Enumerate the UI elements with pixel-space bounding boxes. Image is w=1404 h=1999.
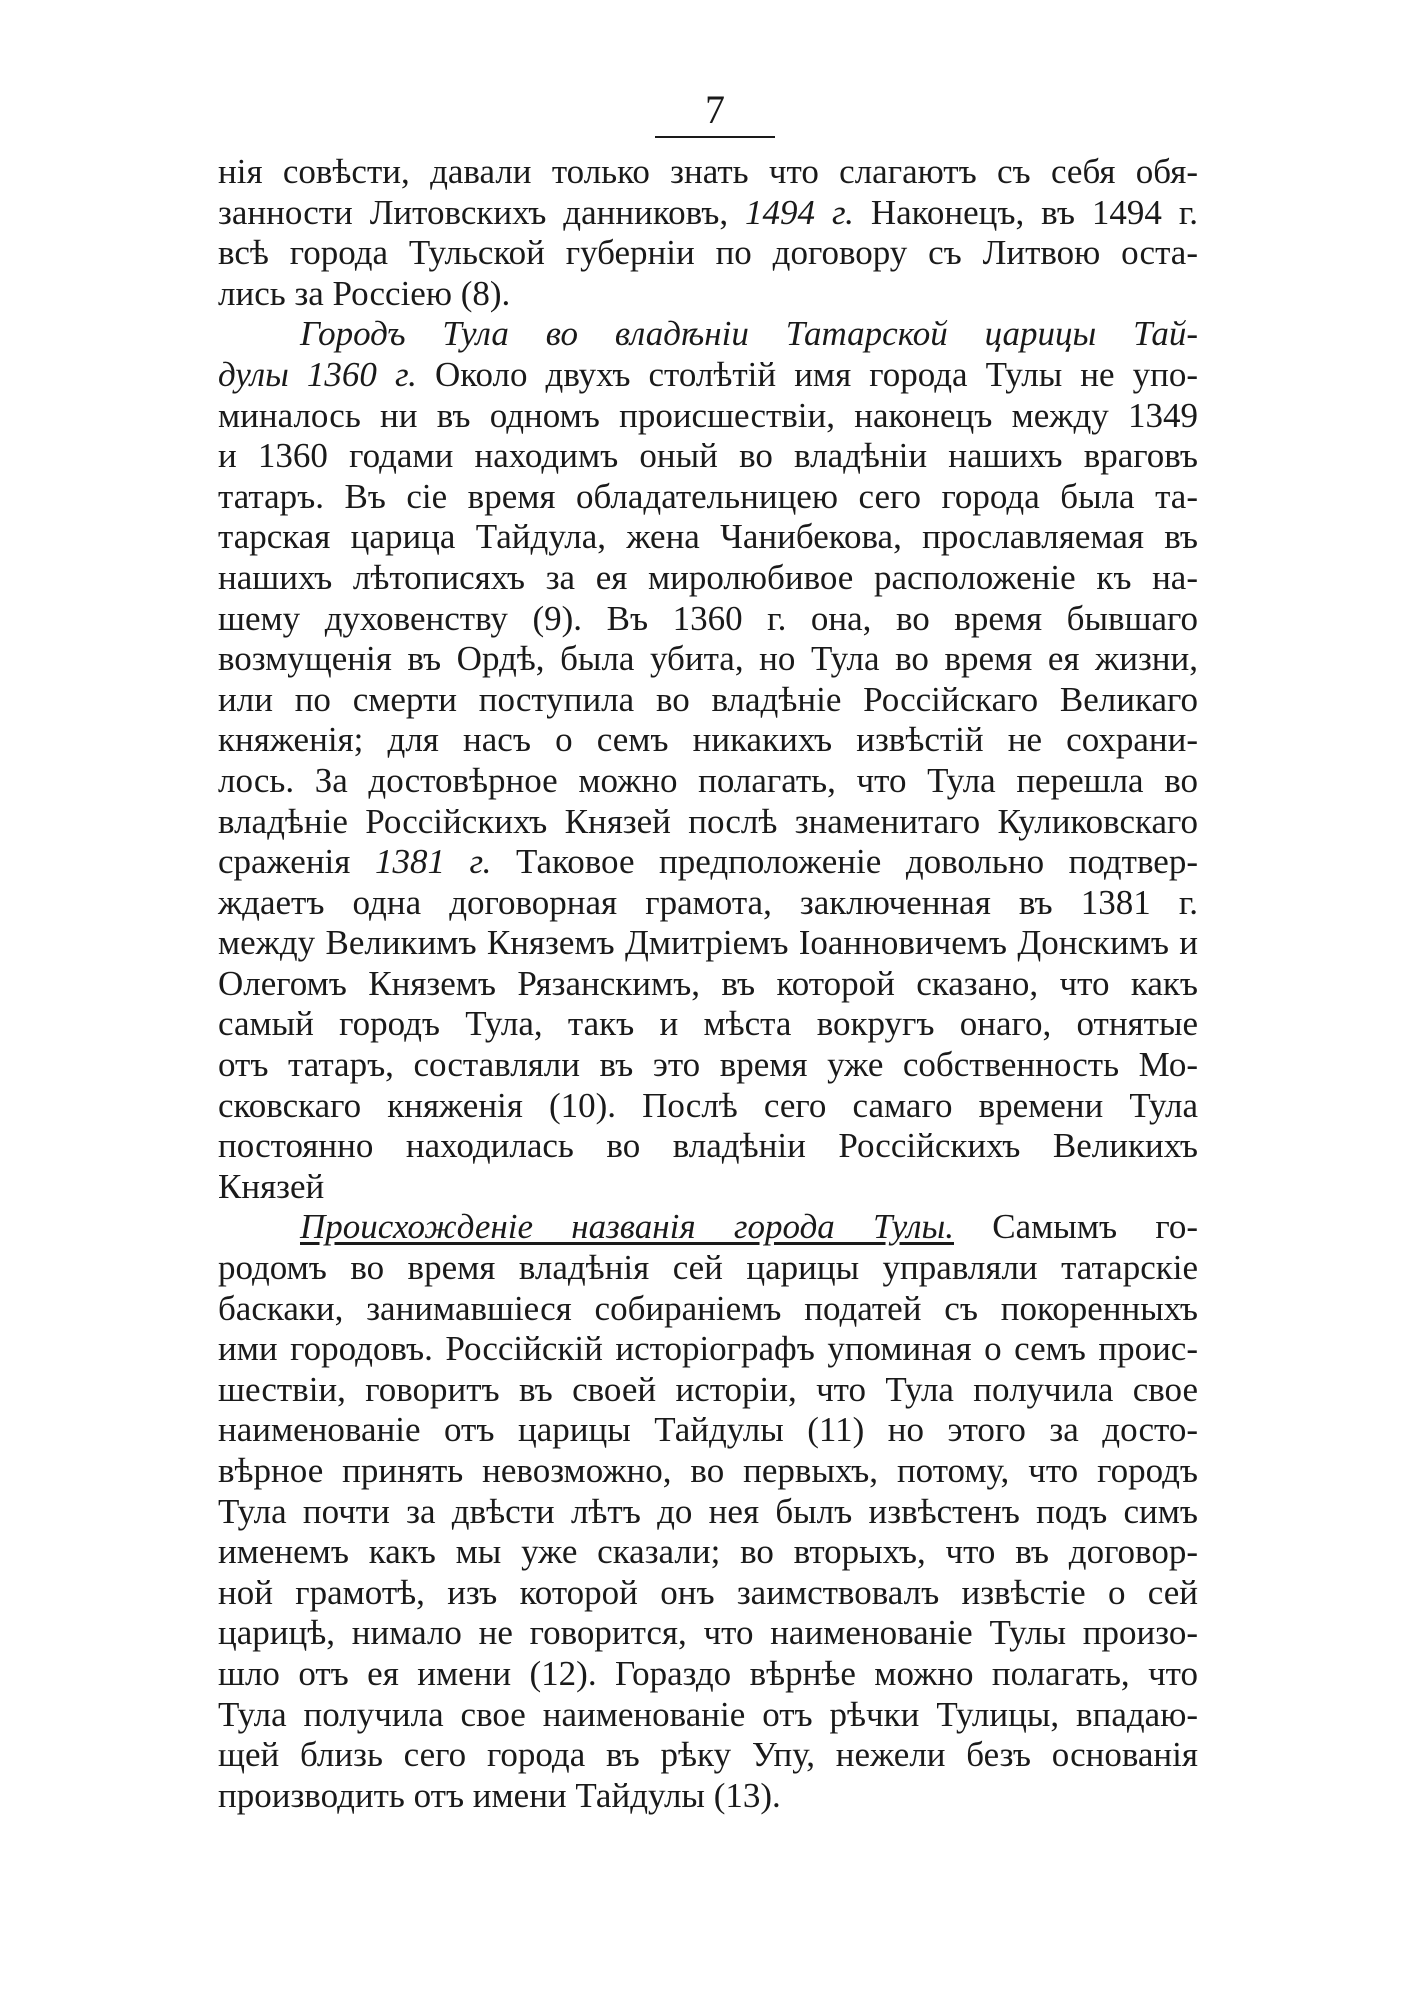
- paragraph-name-origin: [218, 1207, 1198, 1816]
- text-run: Таковое предположеніе довольно подтвер-: [491, 842, 1198, 882]
- text-line: [218, 193, 1198, 234]
- section-heading-italic: дулы 1360 г.: [218, 354, 417, 394]
- text-line: княженія; для насъ о семъ никакихъ извѣстій не сохрани-: [218, 720, 1198, 760]
- text-run: Наконецъ, въ 1494 г.: [853, 192, 1198, 232]
- text-line: производить отъ имени Тайдулы (13).: [218, 1775, 781, 1815]
- text-line: самый городъ Тула, такъ и мѣста вокругъ онаго, отнятые: [218, 1004, 1198, 1044]
- text-line: сковскаго княженія (10). Послѣ сего самаго времени Тула: [218, 1085, 1198, 1125]
- text-line: баскаки, занимавшіеся собираніемъ податей съ покоренныхъ: [218, 1288, 1198, 1328]
- text-line: царицѣ, нимало не говорится, что наименованіе Тулы произо-: [218, 1613, 1198, 1653]
- text-run: Около двухъ столѣтій имя города Тулы не упо-: [416, 354, 1199, 394]
- text-line: шествіи, говоритъ въ своей исторіи, что Тула получила свое: [218, 1369, 1198, 1409]
- page-number: 7: [705, 87, 725, 132]
- text-line: Олегомъ Княземъ Рязанскимъ, въ которой сказано, что какъ: [218, 963, 1198, 1003]
- text-line: миналось ни въ одномъ происшествіи, наконецъ между 1349: [218, 395, 1198, 435]
- text-line: тарская царица Тайдула, жена Чанибекова, прославляемая въ: [218, 517, 1198, 557]
- section-heading-italic: Городъ Тула во владѣніи Татарской царицы Тай-: [300, 314, 1198, 354]
- text-line: между Великимъ Княземъ Дмитріемъ Іоанновичемъ Донскимъ и: [218, 923, 1198, 963]
- document-body: [218, 152, 1198, 1816]
- text-line: ждаетъ одна договорная грамота, заключенная въ 1381 г.: [218, 882, 1198, 922]
- text-line: лось. За достовѣрное можно полагать, что Тула перешла во: [218, 760, 1198, 800]
- text-line: вѣрное принять невозможно, во первыхъ, потому, что городъ: [218, 1451, 1198, 1490]
- text-line: постоянно находилась во владѣніи Россійскихъ Великихъ: [218, 1126, 1198, 1166]
- text-line: всѣ города Тульской губерніи по договору съ Литвою оста-: [218, 233, 1198, 273]
- year-1381-italic: 1381 г.: [374, 842, 492, 882]
- text-line: и 1360 годами находимъ оный во владѣніи нашихъ враговъ: [218, 436, 1198, 476]
- text-line: шему духовенству (9). Въ 1360 г. она, во время бывшаго: [218, 598, 1198, 638]
- text-line: или по смерти поступила во владѣніе Россійскаго Великаго: [218, 679, 1198, 719]
- text-line: [218, 355, 1198, 396]
- text-line: нашихъ лѣтописяхъ за ея миролюбивое расположеніе къ на-: [218, 557, 1198, 597]
- text-run: сраженія: [218, 842, 375, 882]
- text-line: родомъ во время владѣнія сей царицы управляли татарскіе: [218, 1248, 1198, 1288]
- section-heading-line: [218, 314, 1198, 355]
- text-line: шло отъ ея имени (12). Гораздо вѣрнѣе можно полагать, что: [218, 1653, 1198, 1693]
- paragraph-continuation: [218, 152, 1198, 314]
- section-heading-line: [218, 1207, 1198, 1248]
- text-line: именемъ какъ мы уже сказали; во вторыхъ, что въ договор-: [218, 1532, 1198, 1572]
- text-line: наименованіе отъ царицы Тайдулы (11) но этого за досто-: [218, 1410, 1198, 1450]
- year-1494-italic: 1494 г.: [745, 192, 854, 232]
- text-run: Самымъ го-: [954, 1207, 1198, 1247]
- text-line: возмущенія въ Ордѣ, была убита, но Тула во время ея жизни,: [218, 639, 1198, 679]
- section-heading-italic: Происхожденіе названія города Тулы.: [300, 1207, 954, 1247]
- text-line: Тула получила свое наименованіе отъ рѣчки Тулицы, впадаю-: [218, 1694, 1198, 1734]
- page-number-rule: [655, 136, 775, 138]
- text-line: [218, 842, 1198, 883]
- text-line: владѣніе Россійскихъ Князей послѣ знаменитаго Куликовскаго: [218, 801, 1198, 841]
- text-line: Тула почти за двѣсти лѣтъ до нея былъ извѣстенъ подъ симъ: [218, 1491, 1198, 1531]
- text-run: занности Литовскихъ данниковъ,: [218, 192, 746, 232]
- text-line: ими городовъ. Россійскій исторіографъ упоминая о семъ проис-: [218, 1329, 1198, 1369]
- text-line: отъ татаръ, составляли въ это время уже собственность Мо-: [218, 1045, 1198, 1085]
- paragraph-tula-taidula: [218, 314, 1198, 1207]
- text-line: ной грамотѣ, изъ которой онъ заимствовалъ извѣстіе о сей: [218, 1572, 1198, 1612]
- text-line: Князей: [218, 1166, 325, 1206]
- text-line: нія совѣсти, давали только знать что слагаютъ съ себя обя-: [218, 152, 1198, 191]
- text-line: щей близь сего города въ рѣку Упу, нежели безъ основанія: [218, 1735, 1198, 1775]
- text-line: лись за Россіею (8).: [218, 273, 511, 313]
- text-line: татаръ. Въ сіе время обладательницею сего города была та-: [218, 476, 1198, 516]
